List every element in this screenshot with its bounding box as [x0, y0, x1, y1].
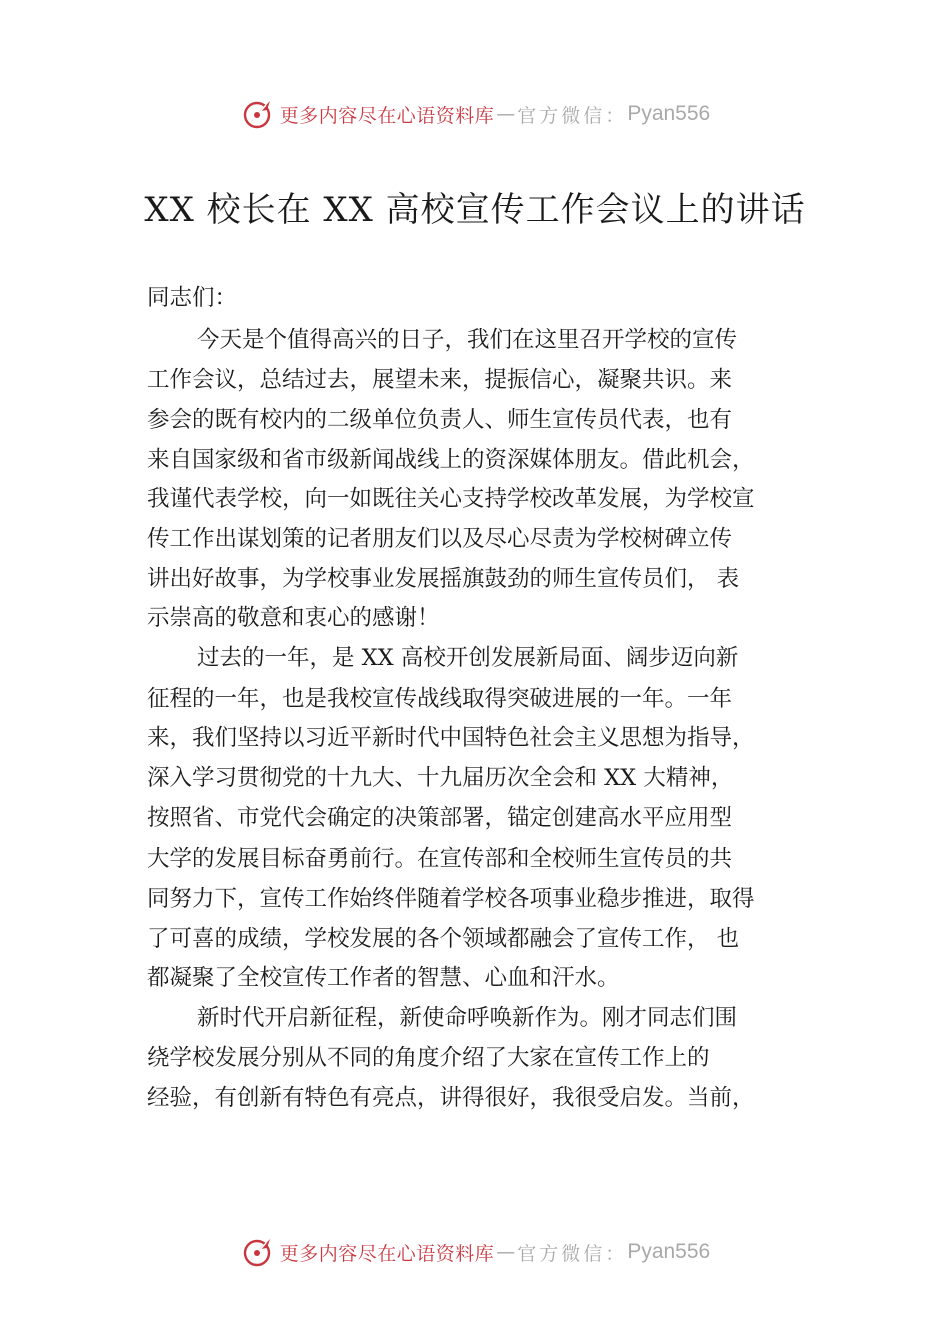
banner-wechat-id: Pyan556: [627, 1240, 711, 1263]
paragraph-line: 我谨代表学校，向一如既往关心支持学校改革发展，为学校宣: [147, 486, 755, 512]
paragraph-line: 过去的一年，是 XX 高校开创发展新局面、阔步迈向新: [197, 645, 739, 671]
salutation: 同志们：: [147, 285, 238, 311]
banner-title: 更多内容尽在心语资料库: [279, 104, 495, 127]
paragraph-line: 大学的发展目标奋勇前行。在宣传部和全校师生宣传员的共: [147, 846, 733, 872]
paragraph-line: 讲出好故事，为学校事业发展摇旗鼓劲的师生宣传员们， 表: [147, 566, 740, 592]
quill-pen-logo-icon: [240, 96, 276, 132]
paragraph-line: 参会的既有校内的二级单位负责人、师生宣传员代表，也有: [147, 407, 733, 433]
paragraph-line: 都凝聚了全校宣传工作者的智慧、心血和汗水。: [147, 965, 620, 991]
paragraph-line: 按照省、市党代会确定的决策部署，锚定创建高水平应用型: [147, 805, 733, 831]
document-title: XX 校长在 XX 高校宣传工作会议上的讲话: [144, 190, 806, 230]
paragraph-line: 绕学校发展分别从不同的角度介绍了大家在宣传工作上的: [147, 1045, 710, 1071]
paragraph-line: 示崇高的敬意和衷心的感谢！: [147, 605, 440, 631]
header-banner: [0, 94, 950, 134]
paragraph-line: 了可喜的成绩，学校发展的各个领域都融会了宣传工作， 也: [147, 926, 740, 952]
paragraph-line: 经验，有创新有特色有亮点，讲得很好，我很受启发。当前，: [147, 1085, 755, 1111]
banner-separator: —: [496, 1241, 516, 1263]
paragraph-line: 新时代开启新征程，新使命呼唤新作为。刚才同志们围: [197, 1005, 738, 1031]
paragraph-line: 深入学习贯彻党的十九大、十九届历次全会和 XX 大精神，: [147, 765, 734, 791]
paragraph-line: 工作会议，总结过去，展望未来，提振信心，凝聚共识。来: [147, 367, 733, 393]
paragraph-line: 传工作出谋划策的记者朋友们以及尽心尽责为学校树碑立传: [147, 526, 733, 552]
paragraph-line: 来，我们坚持以习近平新时代中国特色社会主义思想为指导，: [147, 725, 755, 751]
banner-wechat-label: 官方微信：: [517, 104, 628, 127]
paragraph-line: 今天是个值得高兴的日子，我们在这里召开学校的宣传: [197, 327, 738, 353]
paragraph-line: 同努力下，宣传工作始终伴随着学校各项事业稳步推进，取得: [147, 886, 755, 912]
banner-title: 更多内容尽在心语资料库: [279, 1242, 495, 1265]
banner-wechat-label: 官方微信：: [517, 1242, 628, 1265]
quill-pen-logo-icon: [240, 1234, 276, 1270]
paragraph-line: 征程的一年，也是我校宣传战线取得突破进展的一年。一年: [147, 686, 733, 712]
paragraph-line: 来自国家级和省市级新闻战线上的资深媒体朋友。借此机会，: [147, 447, 755, 473]
footer-banner: [0, 1232, 950, 1272]
banner-separator: —: [496, 103, 516, 125]
banner-wechat-id: Pyan556: [627, 102, 711, 125]
